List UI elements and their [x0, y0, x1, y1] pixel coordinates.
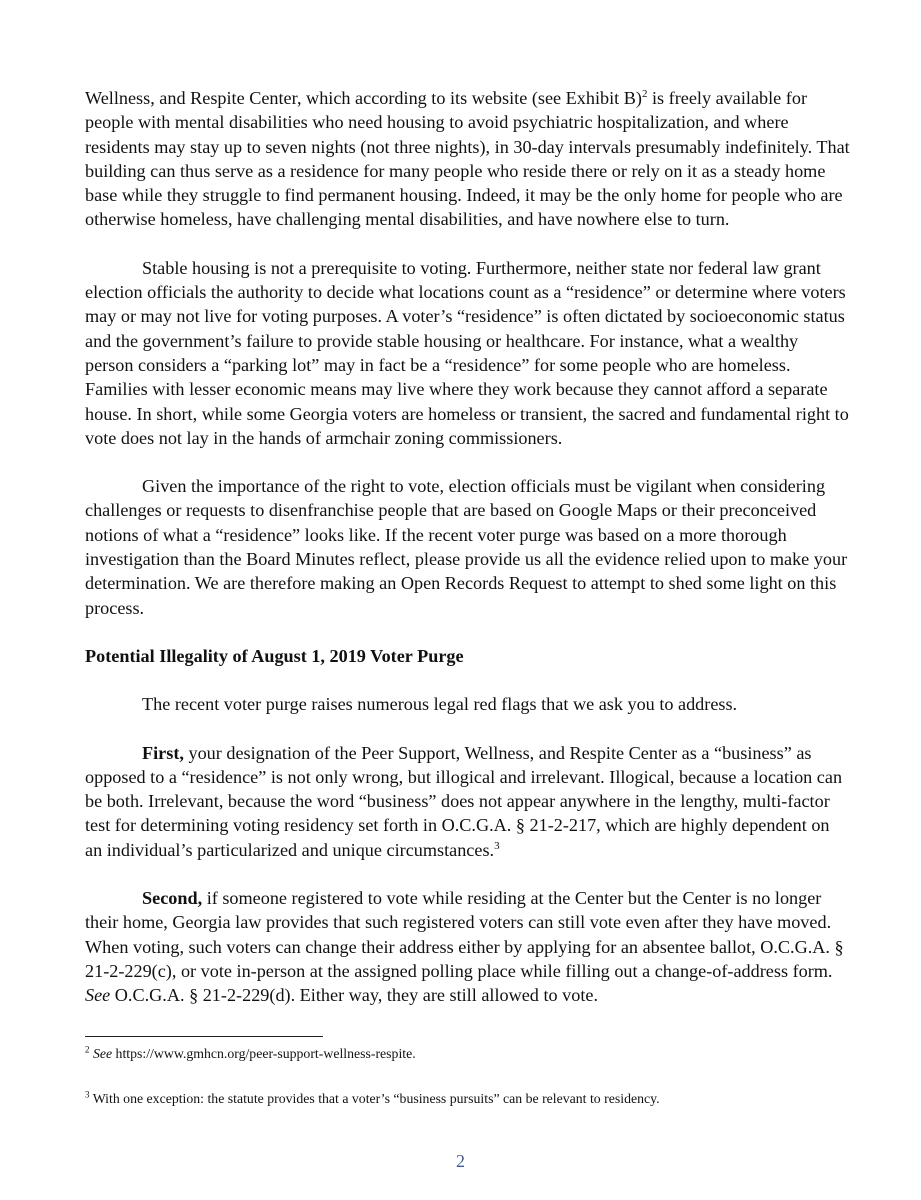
footnote-ref-3[interactable]: 3 — [494, 839, 500, 852]
paragraph-second-point: Second, if someone registered to vote while residing at the Center but the Center is no longer their home, Georgia law provides that such registered voters can still vote even after they have moved. When voting, such voters can change their address either by applying for an absentee ballot, O.C.G.A. § 21-2-229(c), or vote in-person at the assigned polling place while filling out a change-of-address form. See O.C.G.A. § 21-2-229(d). Either way, they are still allowed to vote. — [85, 888, 844, 1006]
paragraph-first-point: First, your designation of the Peer Support, Wellness, and Respite Center as a “business” as opposed to a “residence” is not only wrong, but illogical and irrelevant. Illogical, because a location can be both. Irrelevant, because the word “business” does not appear anywhere in the lengthy, multi-factor test for determining voting residency set forth in O.C.G.A. § 21-2-217, which are highly dependent on an individual’s particularized and unique circumstances.$^3$ — [85, 742, 843, 860]
section-heading: Potential Illegality of August 1, 2019 Voter Purge — [85, 645, 464, 666]
footnote-2-url[interactable]: https://www.gmhcn.org/peer-support-wellness-respite. — [112, 1046, 416, 1061]
page-number: 2 — [456, 1151, 465, 1171]
paragraph-importance-of-vote: Given the importance of the right to vote, election officials must be vigilant when considering challenges or requests to disenfranchise people that are based on Google Maps or their preconceived notions of what a “residence” looks like. If the recent voter purge was based on a more thorough investigation than the Board Minutes reflect, please provide us all the evidence relied upon to make your determination. We are therefore making an Open Records Request to attempt to shed some light on this process. — [85, 476, 848, 618]
footnote-ref-2[interactable]: 2 — [641, 87, 648, 100]
footnote-2: $^2$ See https://www.gmhcn.org/peer-support-wellness-respite. — [85, 1044, 416, 1061]
paragraph-respite-center: Wellness, and Respite Center, which according to its website (see Exhibit B)$^2$ is freely available for people with mental disabilities who need housing to avoid psychiatric hospitalization, and where residents may stay up to seven nights (not three nights), in 30-day intervals presumably indefinitely. That building can thus serve as a residence for many people who reside there or rely on it as a steady home base while they struggle to find permanent housing. Indeed, it may be the only home for people who are otherwise homeless, have challenging mental disabilities, and have nowhere else to turn. — [85, 87, 850, 230]
footnote-3: $^3$ With one exception: the statute provides that a voter’s “business pursuits” can be relevant to residency. — [85, 1089, 660, 1106]
paragraph-stable-housing: Stable housing is not a prerequisite to voting. Furthermore, neither state nor federal law grant election officials the authority to decide what locations count as a “residence” or determine where voters may or may not live for voting purposes. A voter’s “residence” is often dictated by socioeconomic status and the government’s failure to provide stable housing or healthcare. For instance, what a wealthy person considers a “parking lot” may in fact be a “residence” for some people who are homeless. Families with lesser economic means may live where they work because they cannot afford a separate house. In short, while some Georgia voters are homeless or transient, the sacred and fundamental right to vote does not lay in the hands of armchair zoning commissioners. — [85, 257, 849, 448]
second-lead: Second, — [142, 888, 203, 909]
document-body — [85, 86, 851, 1032]
paragraph-red-flags: The recent voter purge raises numerous legal red flags that we ask you to address. — [142, 694, 738, 715]
footnote-divider — [85, 1036, 323, 1037]
first-lead: First, — [142, 742, 184, 763]
